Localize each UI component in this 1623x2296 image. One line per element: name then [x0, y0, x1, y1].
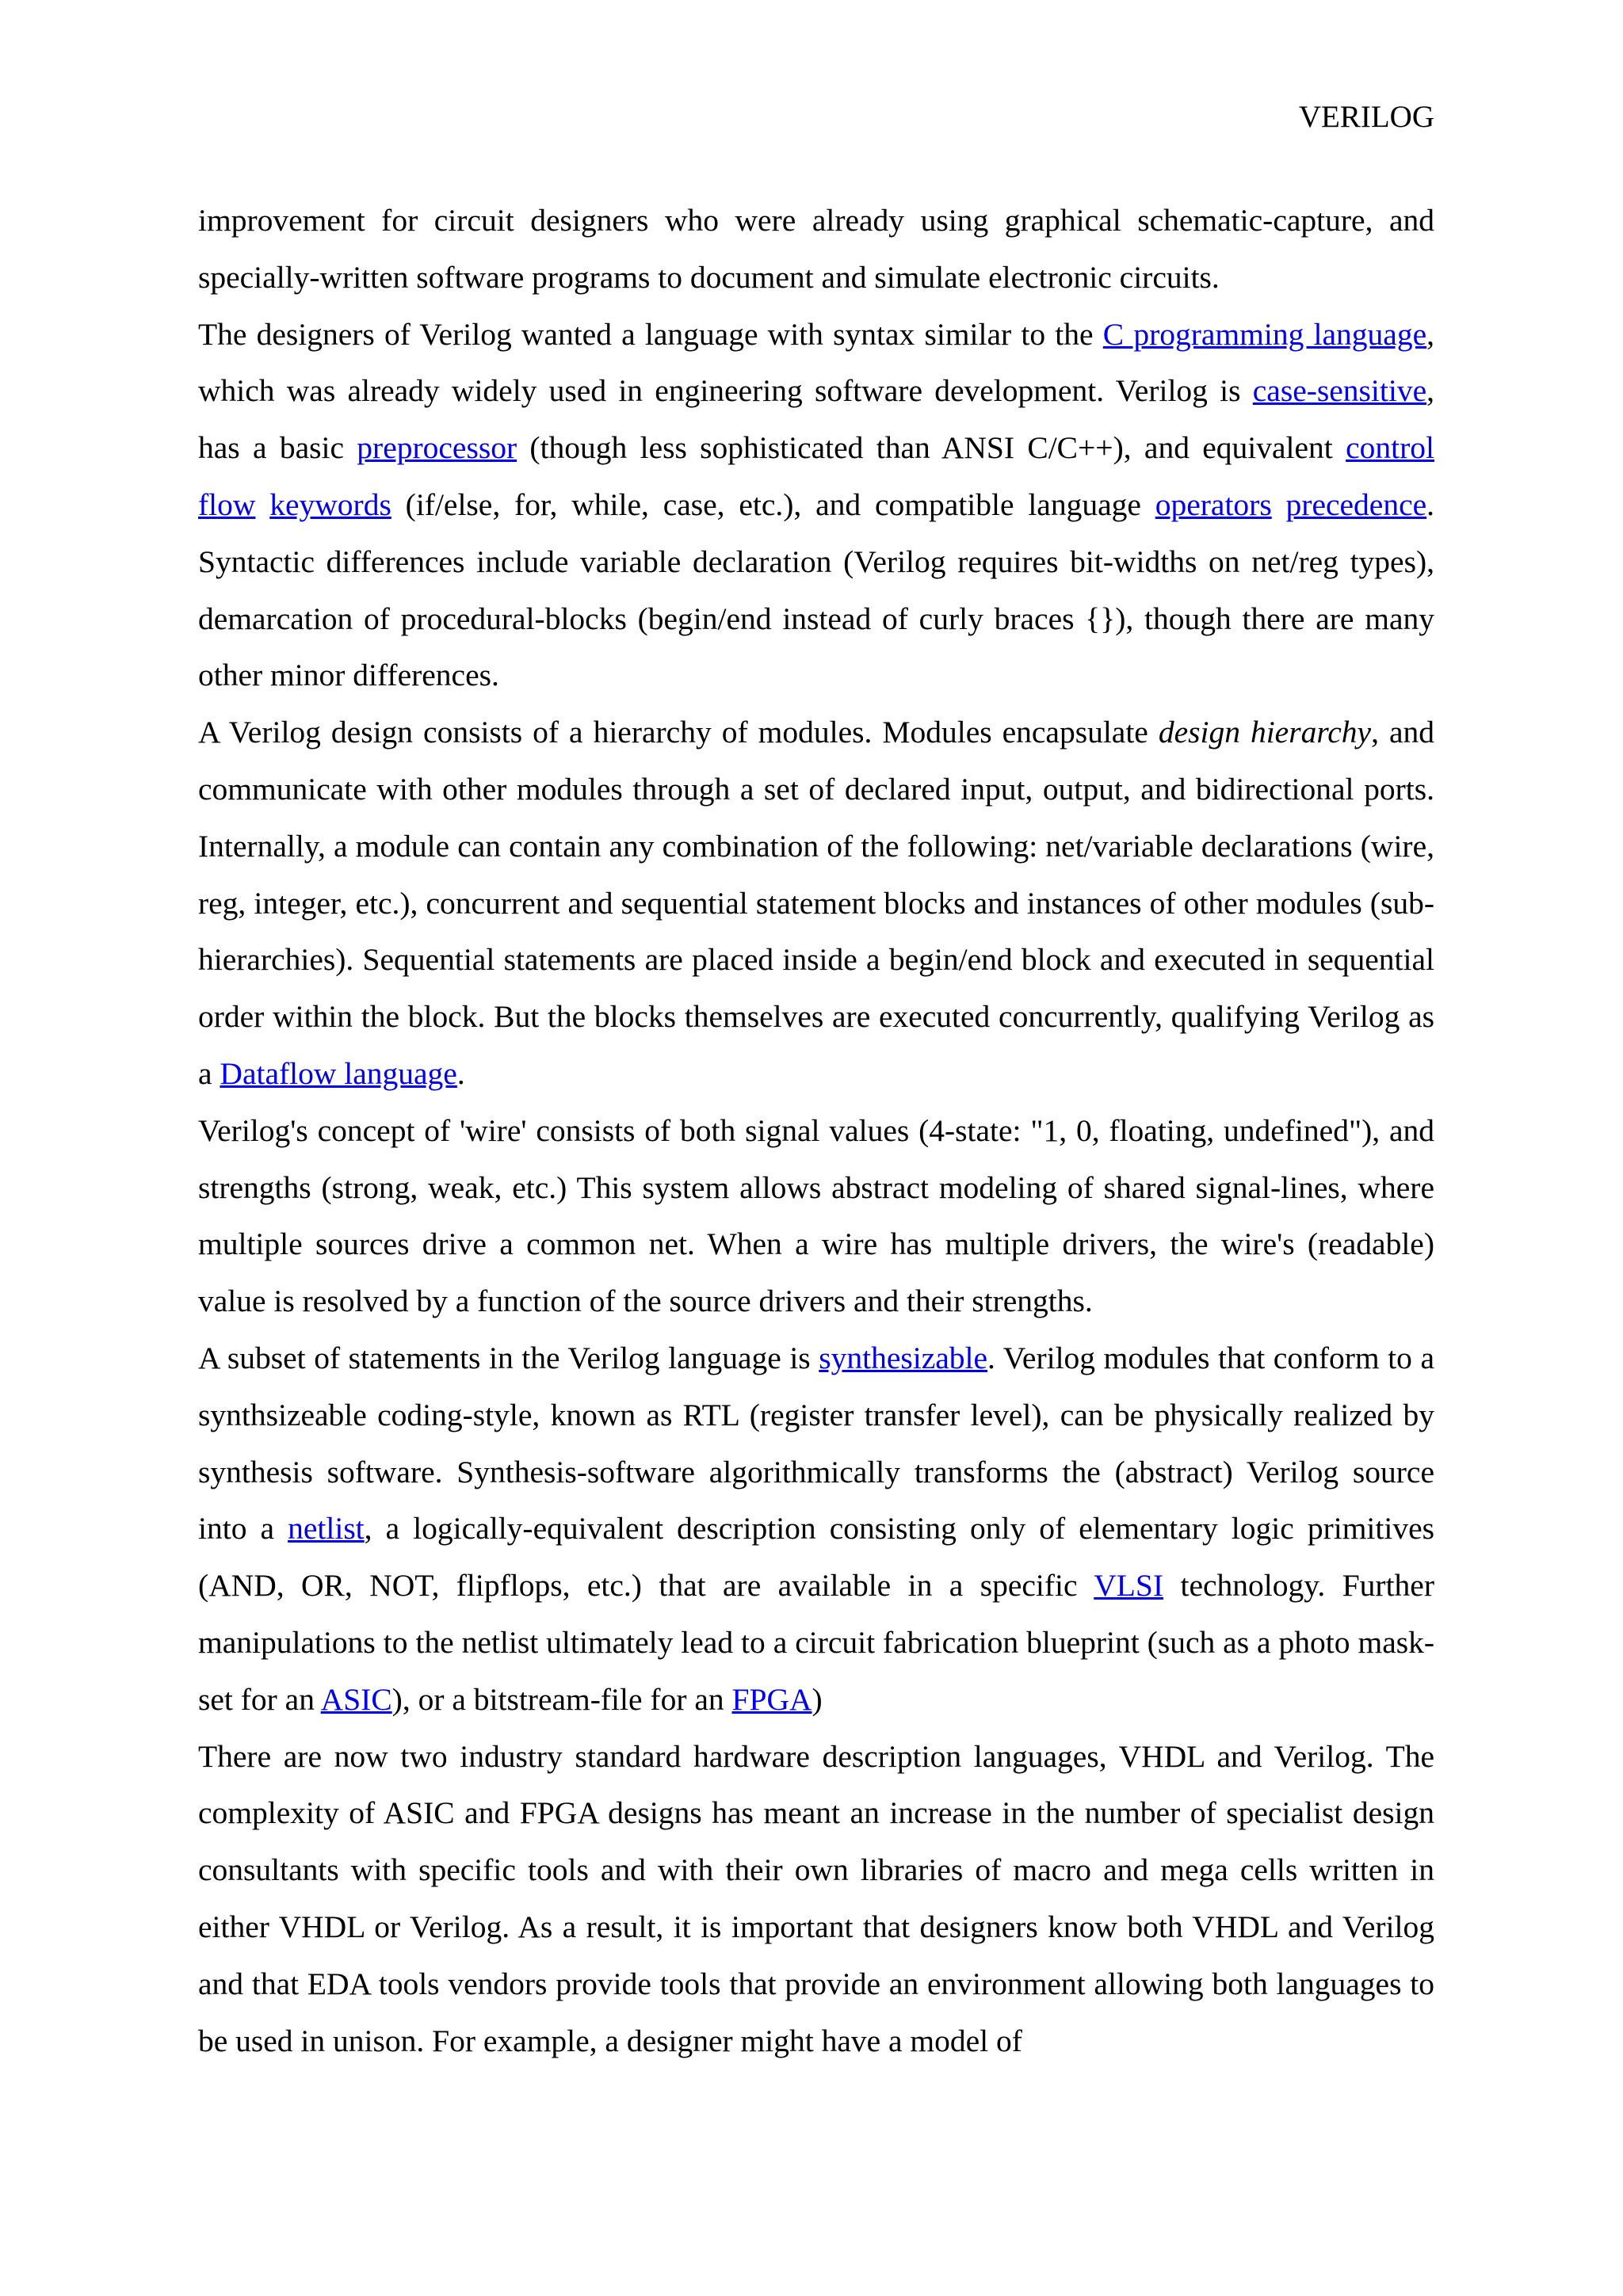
- text-run: A subset of statements in the Verilog language is: [198, 1340, 819, 1375]
- paragraph-1: [198, 193, 1434, 307]
- paragraph-2: [198, 307, 1434, 705]
- link-netlist[interactable]: netlist: [288, 1511, 365, 1547]
- text-run: . Syntactic differences include variable declaration (Verilog requires bit-widths on net/reg types), demarcation of procedural-blocks (begin/end instead of curly braces {}), though there are many other minor differences.: [198, 486, 1435, 693]
- running-header: VERILOG: [1298, 100, 1434, 134]
- text-run: Verilog's concept of 'wire' consists of both signal values (4-state: "1, 0, floating, undefined"), and strengths (strong, weak, etc.) This system allows abstract modeling of shared signal-lines, where multiple sources drive a common net. When a wire has multiple drivers, the wire's (readable) value is resolved by a function of the source drivers and their strengths.: [198, 1112, 1434, 1319]
- link-synthesizable[interactable]: synthesizable: [819, 1340, 988, 1375]
- text-run: improvement for circuit designers who were already using graphical schematic-capture, and specially-written software programs to document and simulate electronic circuits.: [198, 203, 1434, 295]
- text-run: , a logically-equivalent description consisting only of elementary logic primitives (AND, OR, NOT, flipflops, etc.) that are available in a specific: [198, 1511, 1434, 1604]
- link-dataflow-language[interactable]: Dataflow language: [220, 1055, 457, 1091]
- text-run: technology. Further manipulations to the netlist ultimately lead to a circuit fabrication blueprint (such as a photo mask-set for an: [198, 1568, 1434, 1717]
- link-operators[interactable]: operators: [1155, 486, 1272, 522]
- text-run: . Verilog modules that conform to a synthsizeable coding-style, known as RTL (register transfer level), can be physically realized by synthesis software. Synthesis-software algorithmically transforms the (abstract) Verilog source into a: [198, 1340, 1435, 1547]
- text-run: , has a basic: [198, 373, 1434, 466]
- paragraph-3: [198, 704, 1434, 1103]
- text-run: (if/else, for, while, case, etc.), and compatible language: [391, 486, 1155, 522]
- link-fpga[interactable]: FPGA: [731, 1681, 812, 1717]
- text-run: A Verilog design consists of a hierarchy of modules. Modules encapsulate: [198, 715, 1159, 750]
- paragraph-5: [198, 1330, 1434, 1729]
- link-asic[interactable]: ASIC: [320, 1681, 392, 1717]
- link-keywords[interactable]: keywords: [269, 486, 391, 522]
- link-precedence[interactable]: precedence: [1285, 486, 1427, 522]
- link-vlsi[interactable]: VLSI: [1094, 1568, 1164, 1604]
- text-run: .: [456, 1055, 465, 1091]
- emphasis-design-hierarchy: design hierarchy: [1158, 715, 1372, 750]
- text-run: ), or a bitstream-file for an: [391, 1681, 732, 1717]
- body-text: [198, 193, 1434, 2069]
- text-run: [1272, 487, 1286, 522]
- text-run: The designers of Verilog wanted a language with syntax similar to the: [198, 316, 1103, 352]
- text-run: There are now two industry standard hardware description languages, VHDL and Verilog. The complexity of ASIC and FPGA designs has meant an increase in the number of specialist design consultants with specific tools and with their own libraries of macro and mega cells written in either VHDL or Verilog. As a result, it is important that designers know both VHDL and Verilog and that EDA tools vendors provide tools that provide an environment allowing both languages to be used in unison. For example, a designer might have a model of: [198, 1738, 1434, 2058]
- text-run: , and communicate with other modules through a set of declared input, output, and bidirectional ports. Internally, a module can contain any combination of the following: net/variable declarations (wire, reg, integer, etc.), concurrent and sequential statement blocks and instances of other modules (sub-hierarchies). Sequential statements are placed inside a begin/end block and executed in sequential order within the block. But the blocks themselves are executed concurrently, qualifying Verilog as a: [198, 715, 1434, 1091]
- paragraph-6: [198, 1729, 1434, 2070]
- text-run: [255, 487, 269, 522]
- link-c-programming-language[interactable]: C programming language: [1102, 316, 1427, 352]
- text-run: , which was already widely used in engineering software development. Verilog is: [198, 316, 1434, 409]
- text-run: (though less sophisticated than ANSI C/C++), and equivalent: [517, 430, 1346, 466]
- link-case-sensitive[interactable]: case-sensitive: [1252, 373, 1427, 409]
- link-preprocessor[interactable]: preprocessor: [357, 430, 517, 466]
- link-control-flow[interactable]: control flow: [198, 430, 1434, 522]
- paragraph-4: [198, 1103, 1434, 1330]
- text-run: ): [812, 1681, 823, 1717]
